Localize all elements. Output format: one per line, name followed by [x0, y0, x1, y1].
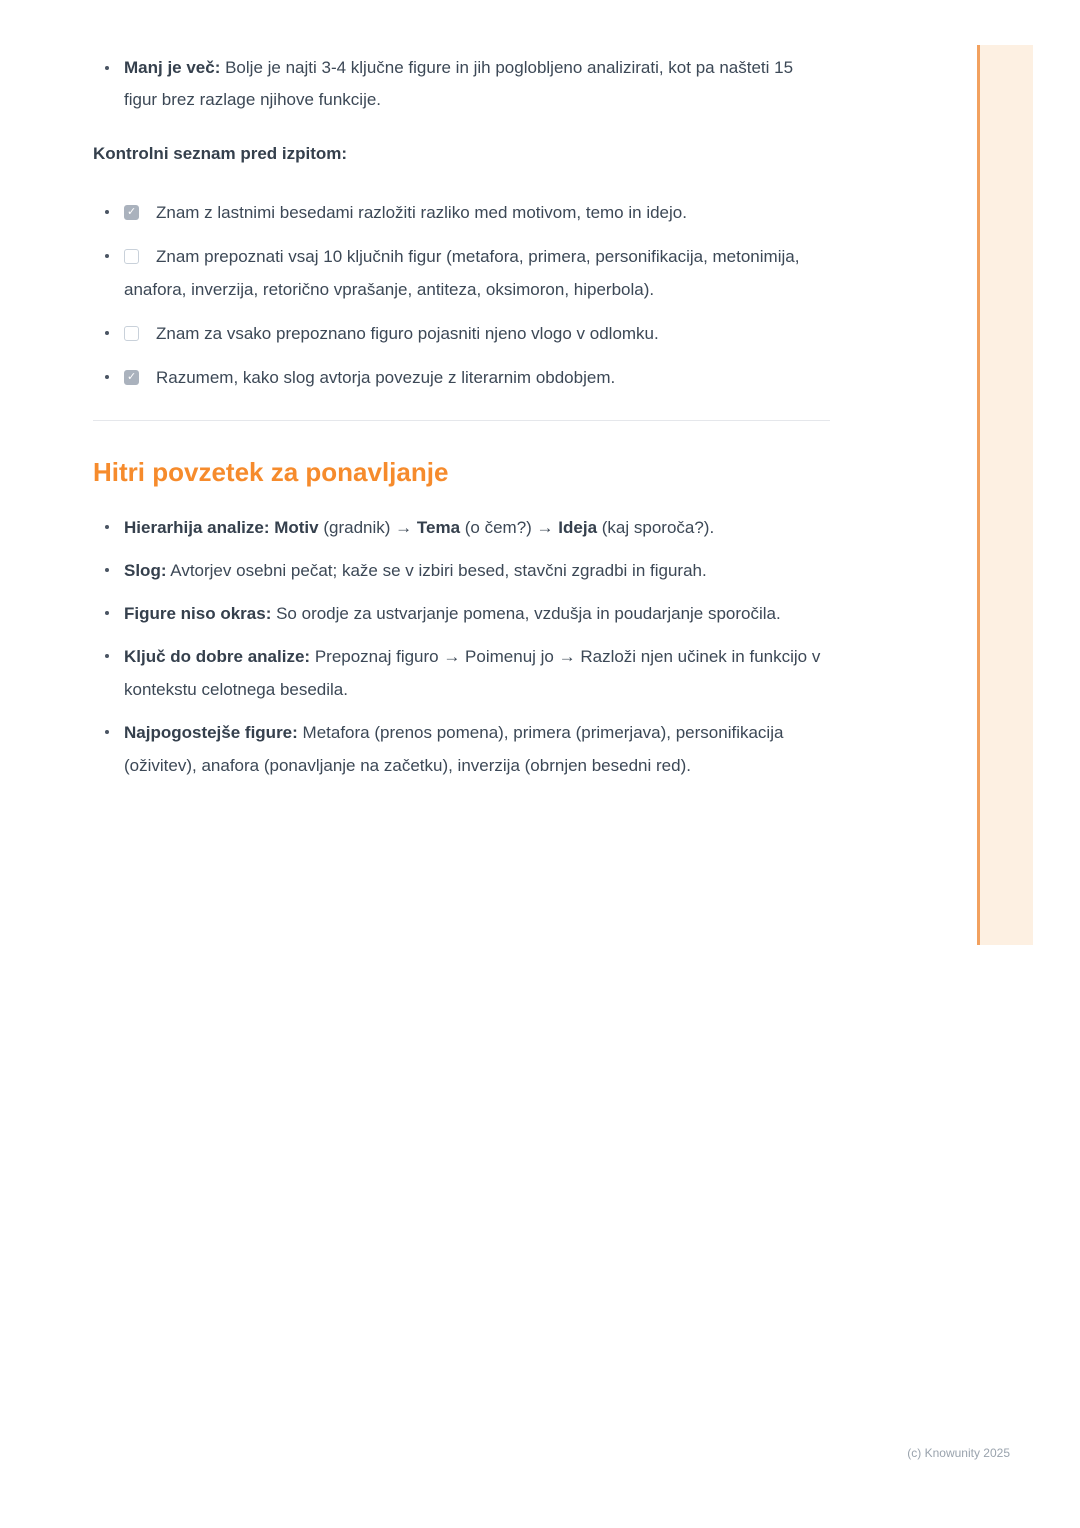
checkbox-unchecked[interactable] [124, 326, 139, 341]
bold-text: Ključ do dobre analize: [124, 647, 311, 666]
summary-bullet-list [93, 511, 830, 782]
body-text: Metafora (prenos pomena), primera (primerjava), personifikacija (oživitev), anafora (ponavljanje na začetku), inverzija (obrnjen besedni red). [124, 723, 784, 775]
bold-text: Manj je več: [124, 58, 221, 77]
checkbox-checked[interactable] [124, 370, 139, 385]
section-heading-summary: Hitri povzetek za ponavljanje [93, 457, 449, 487]
body-text: Prepoznaj figuro → Poimenuj jo → Razloži njen učinek in funkcijo v kontekstu celotnega besedila. [124, 647, 821, 699]
checklist-item-text: Znam z lastnimi besedami razložiti razliko med motivom, temo in idejo. [156, 203, 687, 222]
checklist-item [93, 240, 830, 306]
checklist-item-text: Znam za vsako prepoznano figuro pojasniti njeno vlogo v odlomku. [156, 324, 659, 343]
checklist-item [93, 317, 830, 350]
copyright-footer: (c) Knowunity 2025 [907, 1446, 1010, 1460]
bold-text: Ideja [558, 518, 598, 537]
checklist-item [93, 361, 830, 394]
body-text: Bolje je najti 3-4 ključne figure in jih poglobljeno analizirati, kot pa našteti 15 figur brez razlage njihove funkcije. [124, 58, 794, 109]
checklist-item-text: Znam prepoznati vsaj 10 ključnih figur (metafora, primera, personifikacija, metonimija, anafora, inverzija, retorično vprašanje, antiteza, oksimoron, hiperbola). [124, 247, 800, 299]
checkbox-unchecked[interactable] [124, 249, 139, 264]
summary-list-item [93, 511, 830, 544]
summary-list-item [93, 716, 830, 782]
checklist-item [93, 196, 830, 229]
bold-text: Hierarhija analize: Motiv [124, 518, 319, 537]
summary-list-item [93, 640, 830, 706]
page-edge-decoration [977, 45, 1033, 945]
body-text: (kaj sporoča?). [597, 518, 715, 537]
exam-checklist [93, 196, 830, 394]
body-text: (o čem?) → [460, 518, 559, 537]
bold-text: Najpogostejše figure: [124, 723, 298, 742]
body-text: So orodje za ustvarjanje pomena, vzdušja in poudarjanje sporočila. [271, 604, 781, 623]
checklist-title: Kontrolni seznam pred izpitom: [93, 144, 348, 163]
body-text: Avtorjev osebni pečat; kaže se v izbiri besed, stavčni zgradbi in figurah. [166, 561, 707, 580]
summary-list-item [93, 597, 830, 630]
intro-list-item [93, 52, 830, 116]
body-text: (gradnik) → [318, 518, 417, 537]
summary-list-item [93, 554, 830, 587]
intro-bullet-list [93, 52, 830, 116]
checklist-item-text: Razumem, kako slog avtorja povezuje z literarnim obdobjem. [156, 368, 616, 387]
checkbox-checked[interactable] [124, 205, 139, 220]
bold-text: Slog: [124, 561, 167, 580]
document-content [93, 52, 830, 792]
section-divider [93, 420, 830, 421]
bold-text: Figure niso okras: [124, 604, 272, 623]
bold-text: Tema [416, 518, 461, 537]
